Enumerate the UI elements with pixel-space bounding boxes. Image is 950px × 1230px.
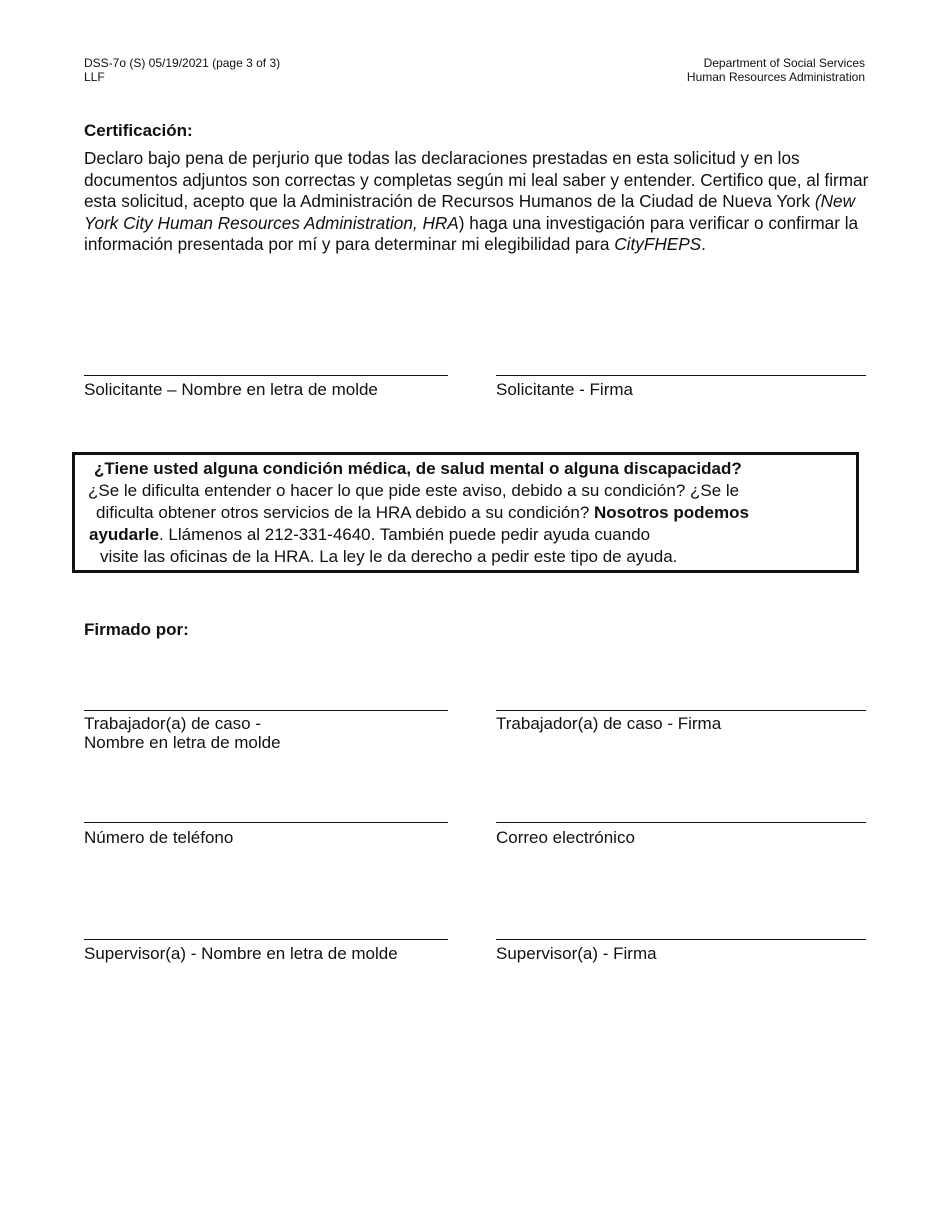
- caseworker-signature-label: Trabajador(a) de caso - Firma: [496, 714, 722, 733]
- supervisor-signature-label: Supervisor(a) - Firma: [496, 944, 657, 963]
- certification-title: Certificación:: [84, 121, 193, 140]
- notice-question: ¿Tiene usted alguna condición médica, de salud mental o alguna discapacidad?: [94, 459, 742, 478]
- notice-line-4: [89, 525, 650, 545]
- certification-text-part-2: ) haga una investigación para verificar o confirmar la información presentada por mí y para determinar mi elegibilidad para: [84, 212, 859, 255]
- applicant-signature-line[interactable]: [496, 375, 866, 376]
- program-name: CityFHEPS: [614, 234, 702, 255]
- supervisor-name-label: Supervisor(a) - Nombre en letra de molde: [84, 944, 398, 963]
- caseworker-name-label-line-2: Nombre en letra de molde: [84, 733, 281, 752]
- notice-line-2: ¿Se le dificulta entender o hacer lo que pide este aviso, debido a su condición? ¿Se le: [88, 481, 740, 500]
- form-code: DSS-7o (S) 05/19/2021 (page 3 of 3): [84, 56, 281, 70]
- department-name: Department of Social Services: [703, 56, 865, 70]
- applicant-name-line[interactable]: [84, 375, 448, 376]
- notice-line-5: visite las oficinas de la HRA. La ley le da derecho a pedir este tipo de ayuda.: [100, 547, 678, 566]
- certification-text-end: .: [701, 234, 706, 255]
- caseworker-name-line[interactable]: [84, 710, 448, 711]
- certification-text-italic: (New York City Human Resources Administration, HRA: [84, 191, 856, 233]
- caseworker-name-label: [84, 714, 281, 752]
- notice-line-3-text: dificulta obtener otros servicios de la HRA debido a su condición?: [96, 503, 595, 522]
- caseworker-name-label-line-1: Trabajador(a) de caso -: [84, 714, 262, 733]
- accessibility-notice-box: [72, 452, 859, 573]
- certification-text: [84, 148, 874, 256]
- caseworker-signature-line[interactable]: [496, 710, 866, 711]
- agency-block: [687, 56, 865, 84]
- administration-name: Human Resources Administration: [686, 70, 865, 84]
- notice-phone-text: . Llámenos al 212-331-4640. También puede pedir ayuda cuando: [158, 525, 651, 544]
- form-code-block: [84, 56, 280, 84]
- phone-line[interactable]: [84, 822, 448, 823]
- form-sub-code: LLF: [84, 70, 105, 84]
- applicant-signature-label: Solicitante - Firma: [496, 380, 633, 399]
- certification-text-part-1: Declaro bajo pena de perjurio que todas las declaraciones prestadas en esta solicitud y en los documentos adjuntos son correctas y completas según mi leal saber y entender. Certifico que, al firmar esta solicitud, acepto que la Administración de Recursos Humanos de la Ciudad de Nueva York: [84, 148, 869, 212]
- supervisor-name-line[interactable]: [84, 939, 448, 940]
- notice-help-bold-2: ayudarle: [89, 525, 159, 544]
- email-line[interactable]: [496, 822, 866, 823]
- notice-help-bold: Nosotros podemos: [594, 503, 749, 522]
- supervisor-signature-line[interactable]: [496, 939, 866, 940]
- notice-line-3: [96, 503, 749, 523]
- email-label: Correo electrónico: [496, 828, 635, 847]
- signed-by-title: Firmado por:: [84, 620, 189, 639]
- applicant-name-label: Solicitante – Nombre en letra de molde: [84, 380, 378, 399]
- phone-label: Número de teléfono: [84, 828, 234, 847]
